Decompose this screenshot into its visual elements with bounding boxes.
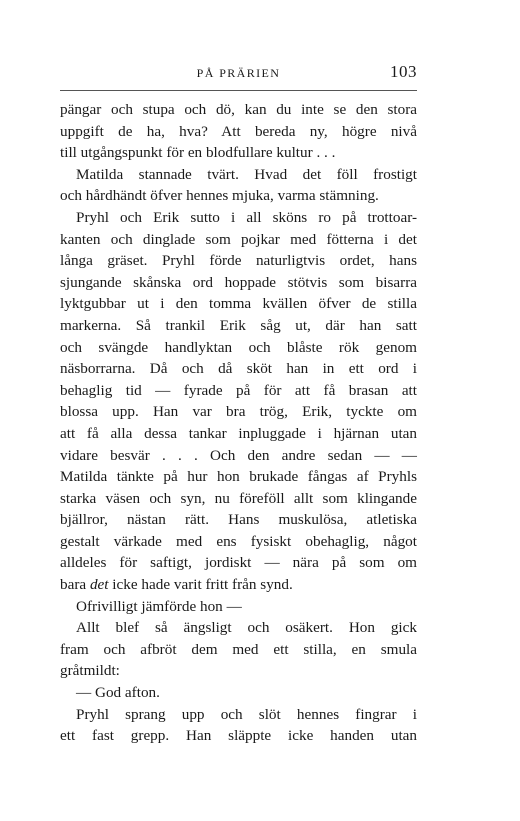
text-line: Pryhl sprang upp och slöt hennes fingrar i (76, 705, 417, 723)
text-span: icke hade varit fritt från synd. (112, 576, 293, 594)
text-line: Pryhl och Erik sutto i all sköns ro på trottoar- (76, 208, 417, 226)
text-line: starka väsen och syn, nu föreföll allt som klingande (60, 489, 417, 507)
text-line: vidare besvär . . . Och den andre sedan — — (60, 446, 417, 464)
text-line: bjällror, nästan rätt. Hans muskulösa, atletiska (60, 511, 417, 529)
text-line: att få alla dessa tankar inpluggade i hjärnan utan (60, 424, 417, 442)
text-line: fram och afbröt dem med ett stilla, en smula (60, 640, 417, 658)
text-line: sjungande skånska ord hoppade stötvis som bisarra (60, 273, 417, 291)
running-head (60, 58, 417, 84)
book-page (60, 58, 417, 747)
text-line: näsborrarna. Då och då sköt han in ett ord i (60, 360, 417, 378)
text-span: bara (60, 576, 87, 594)
text-line: Matilda stannade tvärt. Hvad det föll frostigt (76, 165, 417, 183)
text-line: och svängde handlyktan och blåste rök genom (60, 338, 417, 356)
text-line: ett fast grepp. Han släppte icke handen utan (60, 727, 417, 745)
text-line: och hårdhändt öfver hennes mjuka, varma stämning. (60, 187, 379, 205)
text-line: Matilda tänkte på hur hon brukade fångas af Pryhls (60, 468, 417, 486)
text-line (60, 574, 417, 596)
text-line: kanten och dinglade som pojkar med fötterna i det (60, 230, 417, 248)
text-line: gestalt värkade med ens fysiskt obehaglig, något (60, 532, 417, 550)
text-line: blossa upp. Han var bra trög, Erik, tyckte om (60, 403, 417, 421)
text-line: långa gräset. Pryhl förde naturligtvis ordet, hans (60, 252, 417, 270)
italic-word: det (89, 576, 109, 594)
text-line: till utgångspunkt för en blodfullare kultur . . . (60, 144, 336, 162)
page-number: 103 (390, 62, 417, 81)
text-line: lyktgubbar ut i den tomma kvällen öfver de stilla (60, 295, 417, 313)
header-rule (60, 90, 417, 91)
text-line: Ofrivilligt jämförde hon — (76, 597, 242, 615)
text-line: pängar och stupa och dö, kan du inte se den stora (60, 101, 417, 118)
text-line: behaglig tid — fyrade på för att få brasan att (60, 381, 417, 399)
body-text (60, 99, 417, 747)
text-line: uppgift de ha, hva? Att bereda ny, högre nivå (60, 122, 417, 140)
text-line: Allt blef så ängsligt och osäkert. Hon gick (76, 619, 417, 637)
text-line: gråtmildt: (60, 662, 120, 680)
text-line: — God afton. (76, 684, 160, 702)
text-line: markerna. Så trankil Erik såg ut, där han satt (60, 316, 417, 334)
running-title: PÅ PRÄRIEN (196, 66, 281, 80)
text-line: alldeles för saftigt, jordiskt — nära på som om (60, 554, 417, 572)
